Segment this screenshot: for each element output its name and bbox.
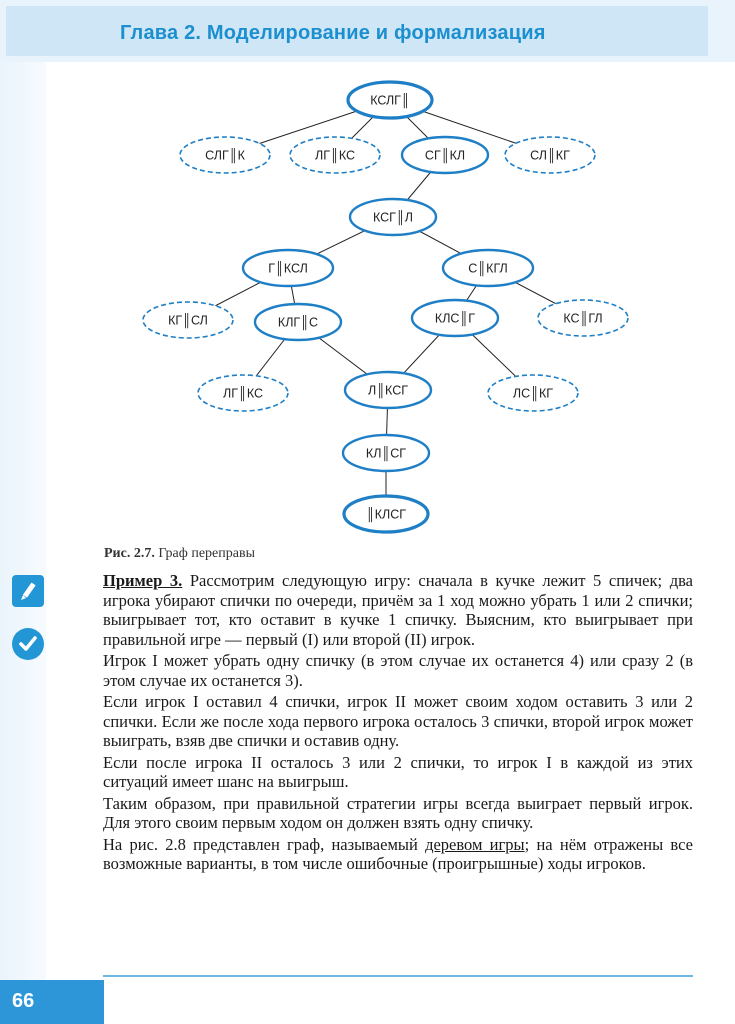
svg-text:СГ║КЛ: СГ║КЛ [424, 148, 466, 163]
graph-node [488, 375, 578, 411]
svg-text:КСЛГ║: КСЛГ║ [370, 93, 410, 108]
paragraph: Игрок I может убрать одну спичку (в этом случае их останется 4) или сразу 2 (в этом случае их останется 3). [103, 651, 693, 690]
example-label: Пример 3. [103, 571, 183, 590]
paragraph: Таким образом, при правильной стратегии игры всегда выиграет первый игрок. Для этого своим первым ходом он должен взять одну спичку. [103, 793, 693, 832]
checkmark-icon [12, 628, 44, 660]
graph-node [350, 199, 436, 235]
paragraph: Если после игрока II осталось 3 или 2 спички, то игрок I в каждой из этих ситуаций имеет шанс на выигрыш. [103, 752, 693, 791]
graph-node [443, 250, 533, 286]
graph-node [255, 304, 341, 340]
svg-text:КЛС║Г: КЛС║Г [434, 311, 476, 326]
paragraph: Если игрок I оставил 4 спички, игрок II может своим ходом оставить 3 или 2 спички. Если же после хода первого игрока осталось 3 спички, второй игрок может выиграть, взяв две спички и оставив одну. [103, 692, 693, 750]
term-game-tree: деревом игры [425, 834, 525, 854]
svg-text:║КЛСГ: ║КЛСГ [365, 507, 407, 522]
body-text [103, 571, 693, 876]
graph-node [348, 82, 432, 118]
svg-text:КЛ║СГ: КЛ║СГ [365, 446, 407, 461]
graph-node [180, 137, 270, 173]
graph-node [290, 137, 380, 173]
graph-node [143, 302, 233, 338]
graph-node [505, 137, 595, 173]
svg-text:КГ║СЛ: КГ║СЛ [168, 313, 208, 328]
graph-node [198, 375, 288, 411]
paragraph-text: На рис. 2.8 представлен граф, называемый [103, 834, 426, 854]
graph-node [402, 137, 488, 173]
svg-text:Л║КСГ: Л║КСГ [368, 383, 408, 398]
svg-text:ЛГ║КС: ЛГ║КС [315, 148, 355, 163]
svg-text:С║КГЛ: С║КГЛ [468, 261, 508, 276]
paragraph-text: Рассмотрим следующую игру: сначала в кучке лежит 5 спичек; два игрока убирают спички по очереди, причём за 1 ход можно убрать 1 или 2 спички; выигрывает тот, кто оставит в кучке 1 спичку. Выясним, кто выигрывает при правильной игре — первый (I) или второй (II) игрок. [103, 571, 693, 649]
svg-text:ЛГ║КС: ЛГ║КС [223, 386, 263, 401]
paragraph [103, 835, 693, 874]
svg-text:СЛГ║К: СЛГ║К [205, 148, 245, 163]
svg-text:КСГ║Л: КСГ║Л [373, 210, 413, 225]
page-number: 66 [12, 990, 35, 1012]
svg-text:СЛ║КГ: СЛ║КГ [530, 148, 570, 163]
svg-text:ЛС║КГ: ЛС║КГ [512, 386, 554, 401]
graph-node [538, 300, 628, 336]
svg-text:КС║ГЛ: КС║ГЛ [563, 311, 603, 326]
graph-node [343, 435, 429, 471]
pencil-icon [12, 575, 44, 607]
figure-caption [104, 546, 255, 562]
caption-prefix: Рис. 2.7. [104, 546, 155, 561]
paragraph-text: ; на нём отражены все возможные варианты, в том числе ошибочные (проигрышные) ходы игроков. [103, 834, 693, 873]
svg-text:Г║КСЛ: Г║КСЛ [268, 261, 308, 276]
graph-node [243, 250, 333, 286]
graph-node [344, 496, 428, 532]
graph-node [412, 300, 498, 336]
svg-text:КЛГ║С: КЛГ║С [277, 315, 319, 330]
footer-rule [103, 975, 693, 977]
graph-node [345, 372, 431, 408]
paragraph [103, 571, 693, 649]
caption-text: Граф переправы [154, 546, 255, 561]
chapter-title: Глава 2. Моделирование и формализация [120, 22, 546, 44]
